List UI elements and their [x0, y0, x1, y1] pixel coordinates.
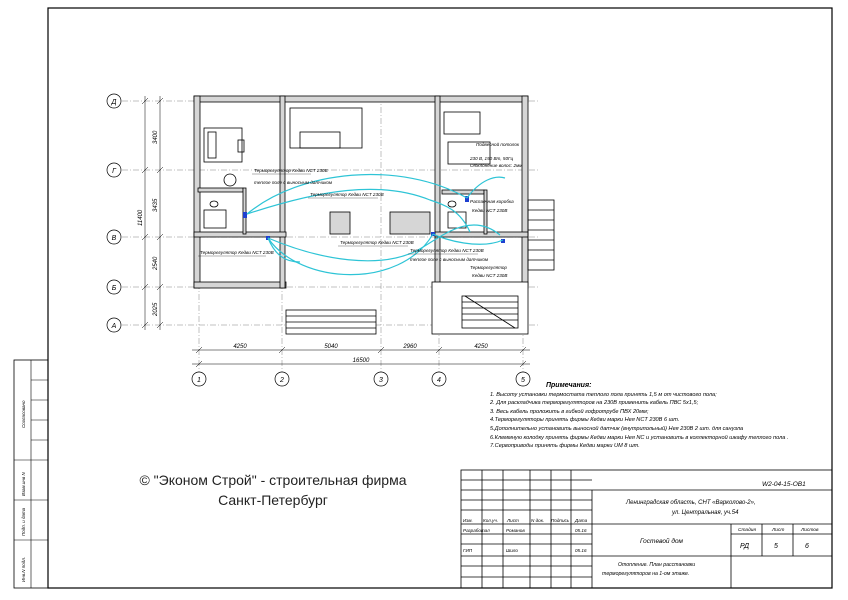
label-junction-box-b: Кедви NCT 230В	[472, 208, 508, 213]
label-thermostat-1: Терморегулятор Кедви NCT 230В	[254, 168, 328, 173]
stamp-sheet-title-1: Отопление. План расстановки	[618, 562, 696, 568]
axis-row-label: В	[111, 235, 117, 242]
column-axis-markers	[192, 372, 530, 386]
stamp-name-2: Шило	[506, 548, 518, 553]
side-label-1: Согласовано	[21, 400, 26, 428]
stamp-col-izm: Изм.	[463, 518, 473, 523]
plan-labels	[198, 141, 523, 278]
axis-col-label: 1	[197, 377, 201, 384]
note-item: 5.Дополнительно установить выносной датчик (внутрипольный) Нея 230В 2 шт. для санузла	[490, 425, 744, 432]
dim-left-3: 2540	[153, 256, 159, 270]
axis-row-label: Б	[111, 285, 117, 292]
note-item: 1. Высоту установки термостата теплого пола принять 1,5 м от чистового пола;	[490, 391, 717, 398]
dimension-bottom	[192, 347, 530, 367]
stamp-col-list: Лист	[507, 518, 519, 523]
note-item: 7.Сервоприводы принять фирмы Кедви марки UM 8 шт.	[490, 443, 640, 450]
stamp-sheet-title-2: терморегуляторов на 1-ом этаже.	[602, 571, 690, 577]
dim-bottom-2: 5040	[324, 344, 338, 350]
side-label-3: Подп. и дата	[21, 507, 26, 536]
notes-title: Примечания:	[546, 382, 592, 389]
label-thermostat-6b: Кедви NCT 230В	[472, 273, 508, 278]
stamp-role-2: ГИП	[463, 548, 473, 553]
stamp-date-1: 05.16	[575, 528, 587, 533]
stamp-object: Гостевой дом	[640, 538, 684, 545]
label-ceiling-3: Отклонение волос: 2мм	[470, 163, 523, 168]
label-thermostat-1b: теплое поле с выносным датчиком	[254, 180, 333, 185]
stamp-sheets-label: Листов	[801, 528, 819, 533]
axis-col-label: 4	[437, 377, 441, 384]
axis-row-label: Д	[111, 99, 117, 106]
stamp-col-koluch: Кол.уч.	[483, 518, 498, 523]
label-thermostat-2: Терморегулятор Кедви NCT 230В	[310, 192, 384, 197]
watermark-line-1: © "Эконом Строй" - строительная фирма	[139, 472, 407, 488]
label-thermostat-3: Терморегулятор Кедви NCT 230В	[340, 240, 414, 245]
dim-bottom-4: 4250	[474, 344, 488, 350]
stamp-sheet-label: Лист	[772, 528, 785, 533]
stamp-col-ndok: N док.	[531, 518, 545, 523]
dim-bottom-3: 2960	[403, 344, 417, 350]
note-item: 6.Клеммную колодку принять фирмы Кедви марки Нея NC и установить в коллекторной шкафу теплого пола .	[490, 434, 789, 441]
stamp-code: W2-04-15-ОВ1	[762, 481, 806, 488]
dim-left-1: 3400	[153, 130, 159, 144]
axis-col-label: 2	[280, 377, 284, 384]
row-axis-markers	[107, 94, 121, 332]
side-stamp	[14, 360, 48, 588]
label-thermostat-5b: теплое поле с выносным датчиком	[410, 257, 489, 262]
label-thermostat-6: Терморегулятор	[470, 265, 507, 270]
stamp-col-podpis: Подпись	[551, 518, 570, 523]
floor-plan	[194, 96, 554, 334]
side-label-4: Инв.N подл.	[21, 556, 26, 582]
note-item: 2. Для раскладчика терморегуляторов на 230В применить кабель ПВС 5х1,5;	[490, 400, 699, 407]
note-item: 4.Терморегуляторы принять фирмы Кедви марки Нея NCT 230В 6 шт.	[490, 417, 680, 424]
dim-left-2: 3435	[153, 198, 159, 212]
label-thermostat-4: Терморегулятор Кедви NCT 230В	[200, 250, 274, 255]
stamp-stage-label: Стадия	[738, 528, 756, 533]
axis-row-label: Г	[112, 168, 116, 175]
stamp-date-2: 05.16	[575, 548, 587, 553]
stamp-sheets: 6	[805, 543, 809, 550]
axis-col-label: 5	[521, 377, 525, 384]
label-thermostat-5: Терморегулятор Кедви NCT 230В	[410, 248, 484, 253]
dim-left-total: 11400	[138, 209, 144, 226]
notes-block	[490, 382, 830, 451]
stamp-role-1: Разработал	[463, 528, 490, 533]
watermark-line-2: Санкт-Петербург	[218, 492, 328, 508]
dim-left-4: 2025	[153, 302, 159, 316]
dim-bottom-total: 16500	[352, 358, 370, 364]
side-label-2: Взам.инв N	[21, 472, 26, 496]
stamp-address-2: ул. Центральная, уч.54	[672, 510, 739, 516]
dim-bottom-1: 4250	[233, 344, 247, 350]
stamp-address-1: Ленинградская область, СНТ «Варколово-2»,	[626, 500, 756, 506]
stamp-stage: РД	[740, 543, 750, 550]
label-ceiling-2: 230 В, 150 Вт, 50Гц	[470, 156, 514, 161]
axis-col-label: 3	[379, 377, 383, 384]
stamp-name-1: Романов	[506, 528, 525, 533]
stamp-col-data: Дата	[575, 518, 588, 523]
label-junction-box: Распаечная коробка	[470, 199, 514, 204]
watermark	[108, 470, 438, 510]
axis-row-label: А	[111, 323, 117, 330]
note-item: 3. Весь кабель проложить в гибкой гофротрубе ПВХ 20мм;	[490, 408, 649, 415]
label-ceiling-1: Подвесной потолок	[476, 142, 520, 147]
stamp-sheet: 5	[774, 543, 778, 550]
